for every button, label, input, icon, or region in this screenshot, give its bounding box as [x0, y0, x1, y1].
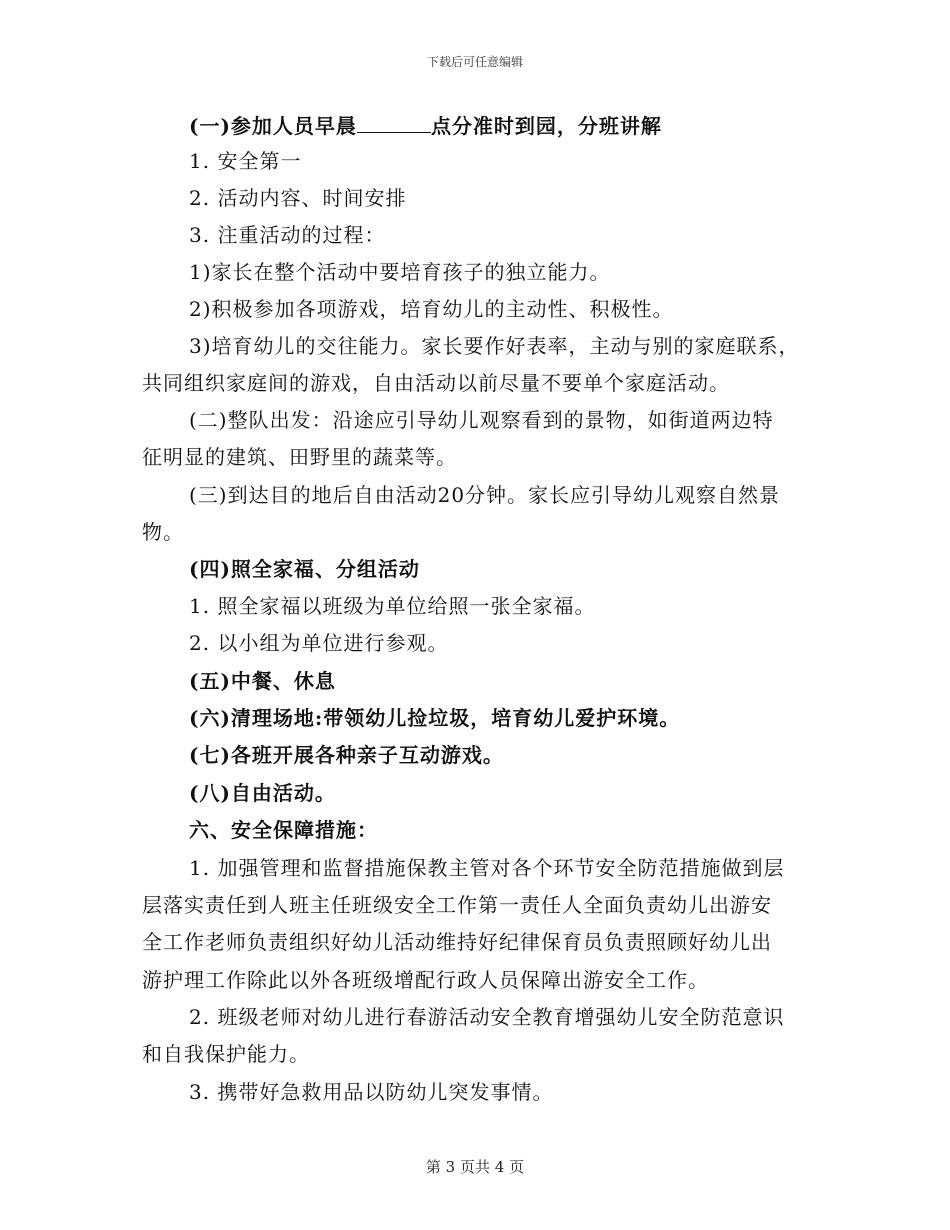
paragraph-line: 1. 照全家福以班级为单位给照一张全家福。 [189, 594, 596, 618]
section-heading: (七)各班开展各种亲子互动游戏。 [189, 743, 504, 767]
paragraph-line: 1)家长在整个活动中要培育孩子的独立能力。 [189, 260, 611, 284]
paragraph-line: 2. 活动内容、时间安排 [189, 186, 407, 210]
paragraph-line: 3)培育幼儿的交往能力。家长要作好表率，主动与别的家庭联系， [189, 334, 800, 358]
paragraph-line: 全工作老师负责组织好幼儿活动维持好纪律保育员负责照顾好幼儿出 [142, 930, 772, 954]
section-heading: (八)自由活动。 [189, 781, 336, 805]
paragraph-line: 游护理工作除此以外各班级增配行政人员保障出游安全工作。 [142, 968, 709, 992]
page-footer: 第 3 页共 4 页 [425, 1158, 525, 1176]
paragraph-line: (三)到达目的地后自由活动20分钟。家长应引导幼儿观察自然景 [189, 483, 781, 507]
paragraph-line: 共同组织家庭间的游戏，自由活动以前尽量不要单个家庭活动。 [142, 371, 730, 395]
paragraph-line: 3. 携带好急救用品以防幼儿突发事情。 [189, 1080, 554, 1104]
paragraph-line: 3. 注重活动的过程： [189, 223, 386, 247]
paragraph-line: 2. 以小组为单位进行参观。 [189, 631, 449, 655]
section-heading: 六、安全保障措施： [189, 818, 378, 842]
page-header: 下载后可任意编辑 [426, 55, 523, 69]
section-heading: (六)清理场地:带领幼儿捡垃圾，培育幼儿爱护环境。 [189, 706, 681, 730]
section-heading: (四)照全家福、分组活动 [189, 557, 420, 581]
paragraph-line: 1. 加强管理和监督措施保教主管对各个环节安全防范措施做到层 [189, 856, 785, 880]
paragraph-line: 征明显的建筑、田野里的蔬菜等。 [142, 445, 457, 469]
heading-1-part-b: 点分准时到园，分班讲解 [430, 114, 662, 138]
heading-1-part-a: (一)参加人员早晨 [189, 114, 357, 138]
fill-in-blank [357, 110, 431, 133]
paragraph-line: (二)整队出发：沿途应引导幼儿观察看到的景物，如街道两边特 [189, 408, 774, 432]
paragraph-line: 2. 班级老师对幼儿进行春游活动安全教育增强幼儿安全防范意识 [189, 1005, 785, 1029]
paragraph-line: 1. 安全第一 [189, 149, 302, 173]
paragraph-line: 2)积极参加各项游戏，培育幼儿的主动性、积极性。 [189, 297, 674, 321]
paragraph-line: 层落实责任到人班主任班级安全工作第一责任人全面负责幼儿出游安 [142, 893, 772, 917]
section-heading: (五)中餐、休息 [189, 669, 336, 693]
section-heading-1 [189, 110, 662, 140]
paragraph-line: 和自我保护能力。 [142, 1042, 310, 1066]
paragraph-line: 物。 [142, 520, 184, 544]
